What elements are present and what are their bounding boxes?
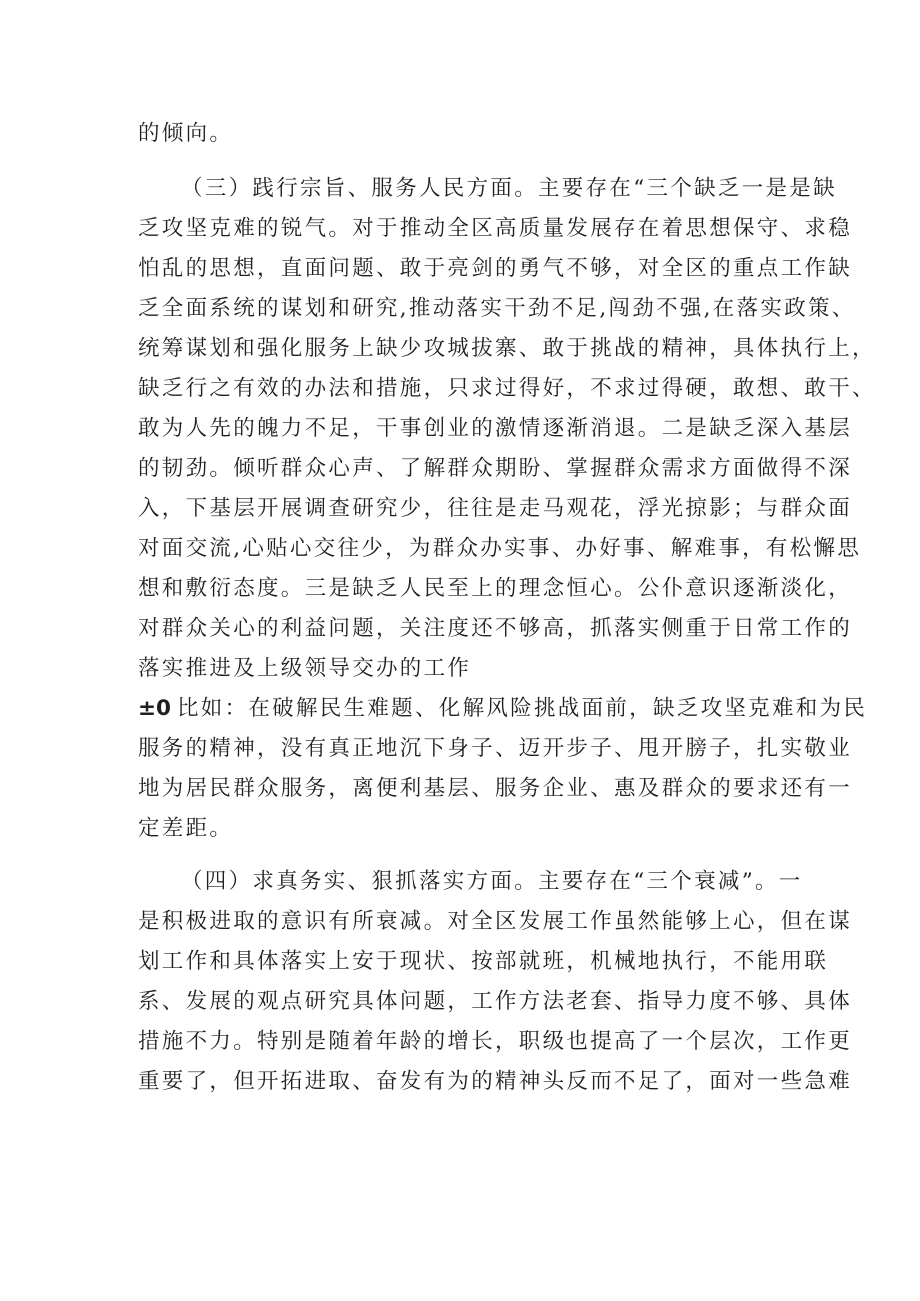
text-line: 是积极进取的意识有所衰减。对全区发展工作虽然能够上心，但在谋	[138, 909, 853, 934]
text-line: 乏攻坚克难的锐气。对于推动全区高质量发展存在着思想保守、求稳	[138, 216, 853, 241]
text-line: 重要了，但开拓进取、奋发有为的精神头反而不足了，面对一些急难	[138, 1069, 853, 1094]
text-line-content: 比如：在破解民生难题、化解风险挑战面前，缺乏攻坚克难和为民	[176, 696, 868, 721]
text-line: 系、发展的观点研究具体问题，工作方法老套、指导力度不够、具体	[138, 989, 853, 1014]
text-line	[138, 694, 867, 724]
text-line: 对面交流,心贴心交往少，为群众办实事、办好事、解难事，有松懈思	[138, 536, 862, 561]
text-line: 划工作和具体落实上安于现状、按部就班，机械地执行，不能用联	[138, 949, 829, 974]
text-line: （四）求真务实、狠抓落实方面。主要存在“三个衰减”。一	[181, 869, 803, 894]
text-line: 缺乏行之有效的办法和措施，只求过得好，不求过得硬，敢想、敢干、	[138, 376, 876, 401]
text-line: 敢为人先的魄力不足，干事创业的激情逐渐消退。二是缺乏深入基层	[138, 416, 853, 441]
text-line: 想和敷衍态度。三是缺乏人民至上的理念恒心。公仆意识逐渐淡化，	[138, 576, 853, 601]
text-line: 的韧劲。倾听群众心声、了解群众期盼、掌握群众需求方面做得不深	[138, 456, 853, 481]
text-line: 乏全面系统的谋划和研究,推动落实干劲不足,闯劲不强,在落实政策、	[138, 296, 856, 321]
text-line: 对群众关心的利益问题，关注度还不够高，抓落实侧重于日常工作的	[138, 616, 853, 641]
text-line: 怕乱的思想，直面问题、敢于亮剑的勇气不够，对全区的重点工作缺	[138, 256, 853, 281]
text-line: 落实推进及上级领导交办的工作	[138, 656, 472, 681]
marker-symbol: ±0	[138, 696, 171, 721]
text-line: （三）践行宗旨、服务人民方面。主要存在“三个缺乏一是是缺	[181, 176, 837, 201]
text-line: 定差距。	[138, 816, 234, 841]
text-line: 入，下基层开展调查研究少，往往是走马观花，浮光掠影；与群众面	[138, 496, 853, 521]
text-line: 统筹谋划和强化服务上缺少攻城拔寨、敢于挑战的精神，具体执行上，	[138, 336, 876, 361]
text-line: 地为居民群众服务，离便利基层、服务企业、惠及群众的要求还有一	[138, 776, 853, 801]
text-line: 措施不力。特别是随着年龄的增长，职级也提高了一个层次，工作更	[138, 1029, 853, 1054]
text-line: 服务的精神，没有真正地沉下身子、迈开步子、甩开膀子，扎实敬业	[138, 736, 853, 761]
text-line: 的倾向。	[138, 121, 234, 146]
